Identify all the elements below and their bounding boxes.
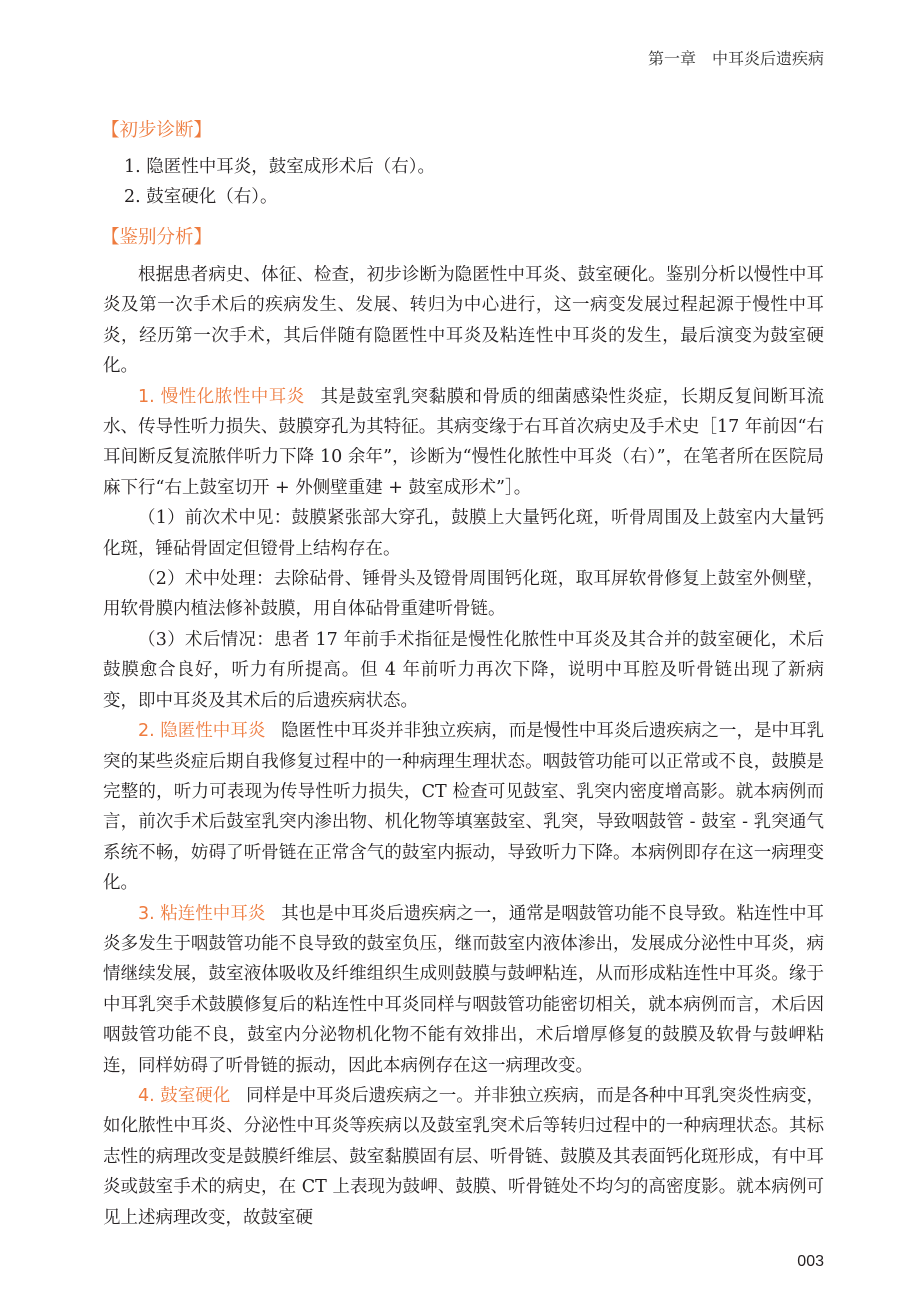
paragraph-label: 2. 隐匿性中耳炎 bbox=[138, 721, 266, 742]
paragraph-label: 1. 慢性化脓性中耳炎 bbox=[138, 386, 305, 407]
paragraph-text: 隐匿性中耳炎并非独立疾病，而是慢性中耳炎后遗疾病之一，是中耳乳突的某些炎症后期自我修复过程中的一种病理生理状态。咽鼓管功能可以正常或不良，鼓膜是完整的，听力可表现为传导性听力损失，CT 检查可见鼓室、乳突内密度增高影。就本病例而言，前次手术后鼓室乳突内渗出物、机化物等填塞鼓室、乳突，导致咽鼓管 - 鼓室 - 乳突通气系统不畅，妨碍了听骨链在正常含气的鼓室内振动，导致听力下降。本病例即存在这一病理变化。 bbox=[103, 721, 824, 894]
running-head: 第一章 中耳炎后遗疾病 bbox=[647, 49, 824, 68]
section-title-differential-analysis: 【鉴别分析】 bbox=[101, 227, 213, 248]
paragraph-adhesive-otitis bbox=[103, 899, 824, 1081]
diagnosis-item: 2. 鼓室硬化（右）。 bbox=[124, 186, 278, 207]
sub-paragraph-3: （3）术后情况：患者 17 年前手术指征是慢性化脓性中耳炎及其合并的鼓室硬化，术后鼓膜愈合良好，听力有所提高。但 4 年前听力再次下降，说明中耳腔及听骨链出现了新病变，即中耳炎及其术后的后遗疾病状态。 bbox=[103, 629, 824, 711]
sub-paragraph-2: （2）术中处理：去除砧骨、锤骨头及镫骨周围钙化斑，取耳屏软骨修复上鼓室外侧壁，用软骨膜内植法修补鼓膜，用自体砧骨重建听骨链。 bbox=[103, 569, 824, 620]
paragraph-latent-otitis bbox=[103, 716, 824, 898]
intro-paragraph: 根据患者病史、体征、检查，初步诊断为隐匿性中耳炎、鼓室硬化。鉴别分析以慢性中耳炎及第一次手术后的疾病发生、发展、转归为中心进行，这一病变发展过程起源于慢性中耳炎，经历第一次手术，其后伴随有隐匿性中耳炎及粘连性中耳炎的发生，最后演变为鼓室硬化。 bbox=[103, 265, 824, 377]
diagnosis-item: 1. 隐匿性中耳炎，鼓室成形术后（右）。 bbox=[124, 157, 436, 177]
paragraph-text: 其是鼓室乳突黏膜和骨质的细菌感染性炎症，长期反复间断耳流水、传导性听力损失、鼓膜穿孔为其特征。其病变缘于右耳首次病史及手术史［17 年前因“右耳间断反复流脓伴听力下降 10 余年”，诊断为“慢性化脓性中耳炎（右）”，在笔者所在医院局麻下行“右上鼓室切开 + 外侧壁重建 + 鼓室成形术”］。 bbox=[103, 386, 825, 498]
paragraph-text: 同样是中耳炎后遗疾病之一。并非独立疾病，而是各种中耳乳突炎性病变，如化脓性中耳炎、分泌性中耳炎等疾病以及鼓室乳突术后等转归过程中的一种病理状态。其标志性的病理改变是鼓膜纤维层、鼓室黏膜固有层、听骨链、鼓膜及其表面钙化斑形成，有中耳炎或鼓室手术的病史，在 CT 上表现为鼓岬、鼓膜、听骨链处不均匀的高密度影。就本病例可见上述病理改变，故鼓室硬 bbox=[103, 1085, 824, 1228]
page-number: 003 bbox=[797, 1253, 824, 1270]
paragraph-label: 4. 鼓室硬化 bbox=[138, 1085, 231, 1106]
paragraph-text: 其也是中耳炎后遗疾病之一，通常是咽鼓管功能不良导致。粘连性中耳炎多发生于咽鼓管功能不良导致的鼓室负压，继而鼓室内液体渗出，发展成分泌性中耳炎，病情继续发展，鼓室液体吸收及纤维组织生成则鼓膜与鼓岬粘连，从而形成粘连性中耳炎。缘于中耳乳突手术鼓膜修复后的粘连性中耳炎同样与咽鼓管功能密切相关，就本病例而言，术后因咽鼓管功能不良，鼓室内分泌物机化物不能有效排出，术后增厚修复的鼓膜及软骨与鼓岬粘连，同样妨碍了听骨链的振动，因此本病例存在这一病理改变。 bbox=[103, 903, 824, 1076]
paragraph-label: 3. 粘连性中耳炎 bbox=[138, 903, 266, 924]
sub-paragraph-1: （1）前次术中见：鼓膜紧张部大穿孔，鼓膜上大量钙化斑，听骨周围及上鼓室内大量钙化斑，锤砧骨固定但镫骨上结构存在。 bbox=[103, 508, 824, 559]
section-title-preliminary-diagnosis: 【初步诊断】 bbox=[101, 120, 213, 141]
diagnosis-list bbox=[124, 153, 824, 212]
paragraph-chronic-suppurative-otitis bbox=[103, 382, 824, 504]
paragraph-tympanosclerosis bbox=[103, 1081, 824, 1233]
analysis-body bbox=[103, 260, 824, 1233]
